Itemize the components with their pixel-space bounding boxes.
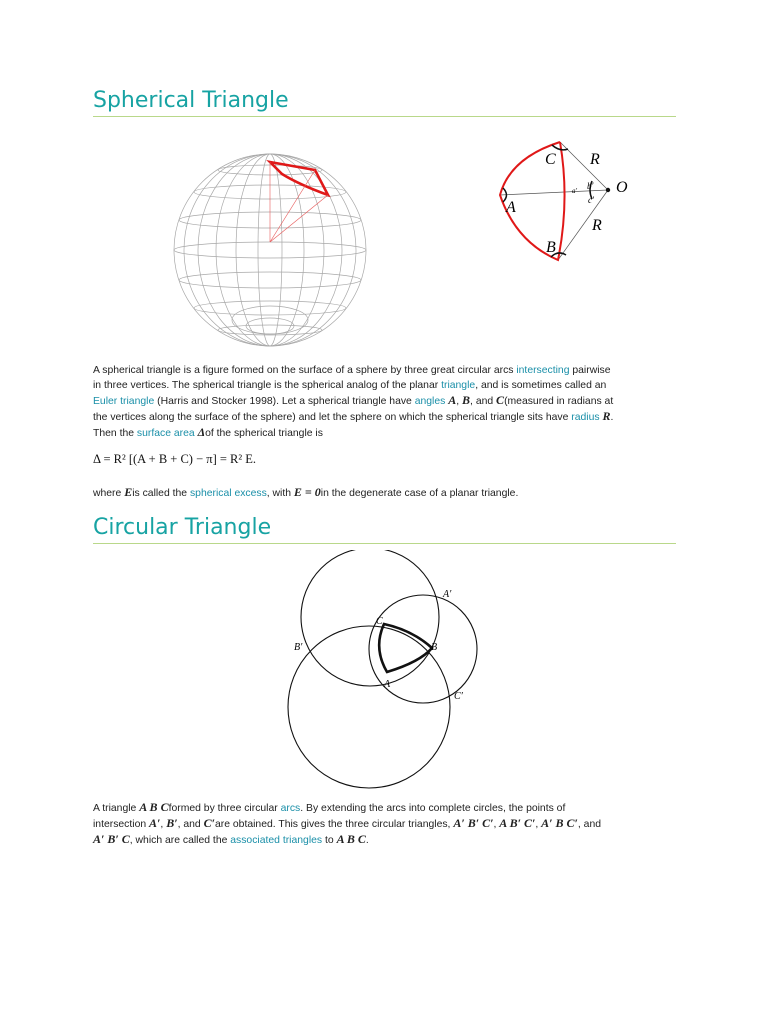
text: , and	[577, 819, 602, 830]
math-B: B	[462, 393, 471, 407]
label-B: B	[546, 239, 556, 256]
math-R: R	[602, 409, 611, 423]
label-R-bottom: R	[592, 217, 602, 234]
math-C: C	[496, 393, 505, 407]
spherical-excess-description	[93, 485, 678, 501]
math-tri4: A′ B′ C	[93, 832, 130, 846]
text: the vertices along the surface of the sphere) and let the sphere on which the spherical triangle sits have	[93, 412, 572, 423]
spherical-triangle-diagram	[488, 140, 638, 268]
label-C-prime: C′	[454, 691, 463, 702]
label-B-prime: B′	[294, 642, 303, 653]
text: . By extending the arcs into complete circles, the points of	[300, 803, 566, 814]
text: to	[322, 835, 337, 846]
link-surface-area[interactable]: surface area	[136, 428, 195, 439]
text: .	[365, 835, 369, 846]
link-euler-triangle[interactable]: Euler triangle	[93, 396, 155, 407]
text: where	[93, 488, 125, 499]
link-angles[interactable]: angles	[414, 396, 446, 407]
link-triangle[interactable]: triangle	[441, 380, 476, 391]
text: in three vertices. The spherical triangle is the spherical analog of the planar	[93, 380, 442, 391]
math-ABC-2: A B C	[336, 832, 366, 846]
math-tri1: A′ B′ C′	[453, 816, 494, 830]
label-R-top: R	[590, 151, 600, 168]
text: , which are called the	[129, 835, 231, 846]
math-tri2: A B′ C′	[499, 816, 536, 830]
text: are obtained. This gives the three circular triangles,	[214, 819, 454, 830]
text: ,	[493, 819, 500, 830]
link-arcs[interactable]: arcs	[280, 803, 301, 814]
math-A: A	[448, 393, 457, 407]
text: .	[610, 412, 614, 423]
text: formed by three circular	[168, 803, 281, 814]
label-A: A	[384, 679, 391, 690]
text: intersection	[93, 819, 150, 830]
text: ,	[535, 819, 542, 830]
label-B: B	[431, 642, 438, 653]
label-b-prime: b′	[587, 181, 594, 191]
math-C-prime: C′	[203, 816, 215, 830]
circular-triangle-description	[93, 800, 678, 848]
math-E-zero: E = 0	[293, 485, 321, 499]
text: ,	[456, 396, 463, 407]
label-O: O	[616, 179, 628, 196]
label-A: A	[506, 199, 516, 216]
text: , and	[470, 396, 497, 407]
link-spherical-excess[interactable]: spherical excess	[189, 488, 267, 499]
text: , with	[266, 488, 294, 499]
area-equation: Δ = R² [(A + B + C) − π] = R² E.	[93, 452, 257, 466]
text: (measured in radians at	[504, 396, 614, 407]
text: A triangle	[93, 803, 140, 814]
text: of the spherical triangle is	[205, 428, 323, 439]
math-delta: Δ	[197, 425, 206, 439]
text: in the degenerate case of a planar triangle.	[320, 488, 519, 499]
math-ABC: A B C	[139, 800, 169, 814]
text: Then the	[93, 428, 137, 439]
math-E: E	[124, 485, 133, 499]
link-radius[interactable]: radius	[571, 412, 600, 423]
circles	[288, 550, 477, 788]
text: (Harris and Stocker 1998). Let a spherical triangle have	[154, 396, 415, 407]
math-tri3: A′ B C′	[541, 816, 578, 830]
text: pairwise	[569, 365, 611, 376]
label-c-prime: c′	[588, 195, 594, 205]
sphere-figure	[170, 150, 370, 350]
section-divider	[93, 116, 676, 117]
center-point	[606, 188, 610, 192]
math-A-prime: A′	[149, 816, 161, 830]
math-B-prime: B′	[166, 816, 178, 830]
label-a-prime: a′	[572, 187, 578, 195]
spherical-triangle-description	[93, 363, 678, 441]
label-C: C	[376, 616, 383, 627]
text: , and	[177, 819, 204, 830]
link-associated-triangles[interactable]: associated triangles	[230, 835, 323, 846]
section-title-circular-triangle: Circular Triangle	[93, 515, 272, 540]
text: A spherical triangle is a figure formed on the surface of a sphere by three great circular arcs	[93, 365, 517, 376]
link-intersecting[interactable]: intersecting	[516, 365, 570, 376]
label-A-prime: A′	[443, 589, 452, 600]
section-title-spherical-triangle: Spherical Triangle	[93, 88, 289, 113]
label-C: C	[545, 151, 556, 168]
section-divider	[93, 543, 676, 544]
circular-triangle-figure	[280, 550, 490, 790]
text: , and is sometimes called an	[475, 380, 607, 391]
text: is called the	[132, 488, 190, 499]
text: ,	[160, 819, 167, 830]
